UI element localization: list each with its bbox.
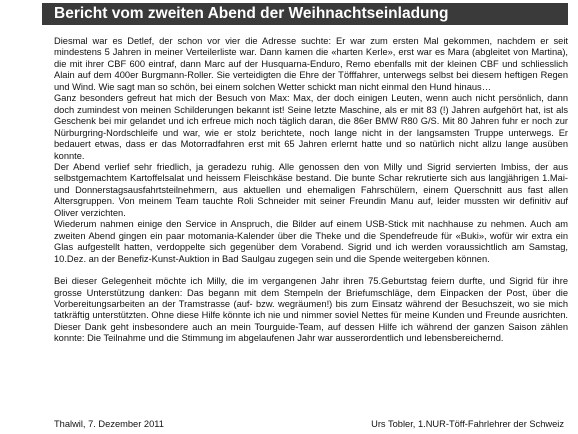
author-signature: Urs Tobler, 1.NUR-Töff-Fahrlehrer der Schweiz [371, 419, 564, 429]
article-body [54, 36, 568, 345]
place-date: Thalwil, 7. Dezember 2011 [54, 419, 164, 429]
article-title: Bericht vom zweiten Abend der Weihnachtseinladung [42, 3, 568, 25]
paragraph-evening: Der Abend verlief sehr friedlich, ja geradezu ruhig. Alle genossen den von Milly und Sigrid servierten Imbiss, der aus selbstgemachtem Kartoffelsalat und heissem Fleischkäse bestand. Die bunte Schar rekrutierte sich aus langjährigen 1.Mai- und Donnerstagsausfahrtsteilnehmern, aus aktuellen und ehemaligen Fahrschülern, einem Querschnitt aus fast allen Altersgruppen. Von meinem Team tauchte Roli Schneider mit seiner Freundin Manu auf, leider mussten wir definitiv auf Oliver verzichten. [54, 161, 568, 218]
paragraph-arrivals: Diesmal war es Detlef, der schon vor vier die Adresse suchte: Er war zum ersten Mal gekommen, nachdem er seit mindestens 5 Jahren in meiner Verteilerliste war. Dann kamen die «harten Kerle», erst war es Mara (abgleitet von Martina), die mit ihrer CBF 600 eintraf, dann Marc auf der Husquarna-Enduro, Remo ebenfalls mit der kleinen CBF und schliesslich Alain auf dem 400er Burgmann-Roller. Sie verteidigten die Ehre der Töfffahrer, unterwegs selbst bei diesem heftigen Regen und Wind. Wie sagt man so schön, bei einem solchen Wetter schickt man nicht einmal den Hund hinaus… [54, 36, 568, 92]
paragraph-thanks: Bei dieser Gelegenheit möchte ich Milly, die im vergangenen Jahr ihren 75.Geburtstag feiern durfte, und Sigrid für ihre grosse Unterstützung danken: Das begann mit dem Stempeln der Briefumschläge, dem Einpacken der Post, über die Vorbereitungsarbeiten an der Tramstrasse (auf- bzw. wegräumen!) bis zum Einsatz während der Besuchszeit, wo sie mich tatkräftig unterstützten. Ohne diese Hilfe könnte ich nie und nimmer soviel Nettes für meine Kunden und Freunde ausrichten. Dieser Dank geht insbesondere auch an mein Tourguide-Team, auf dessen Hilfe ich während der ganzen Saison zählen konnte: Die Teilnahme und die Stimmung im abgelaufenen Jahr war ausserordentlich und lebensbereichernd. [54, 276, 568, 344]
paragraph-max: Ganz besonders gefreut hat mich der Besuch von Max: Max, der doch einigen Leuten, wenn auch nicht persönlich, dann doch zumindest von meinen Schilderungen bekannt ist! Seine letzte Maschine, als er mit 83 (!) Jahren aufgehört hat, ist als Geschenk bei mir gelandet und ich erfreue mich noch täglich daran, die 86er BMW R80 G/S. Mit 80 Jahren fuhr er noch zur Nürburgring-Nordschleife und war, wie er stolz berichtete, noch lange nicht in der langsamsten Truppe unterwegs. Er bedauert etwas, dass er das Motorradfahren erst mit 65 Jahren erlernt hatte und so natürlich nicht allzu lange ausüben konnte. [54, 93, 568, 161]
paragraph-service-donation: Wiederum nahmen einige den Service in Anspruch, die Bilder auf einem USB-Stick mit nachhause zu nehmen. Auch am zweiten Abend gingen ein paar motomania-Kalender über die Theke und die Spendefreude für «Buki», wofür wir extra ein Glas aufgestellt hatten, verdoppelte sich gegenüber dem Vorabend. Sigrid und ich werden voraussichtlich am Samstag, 10.Dez. an der Benefiz-Kunst-Auktion in Bad Saulgau zugegen sein und die Spende weitergeben können. [54, 219, 568, 264]
